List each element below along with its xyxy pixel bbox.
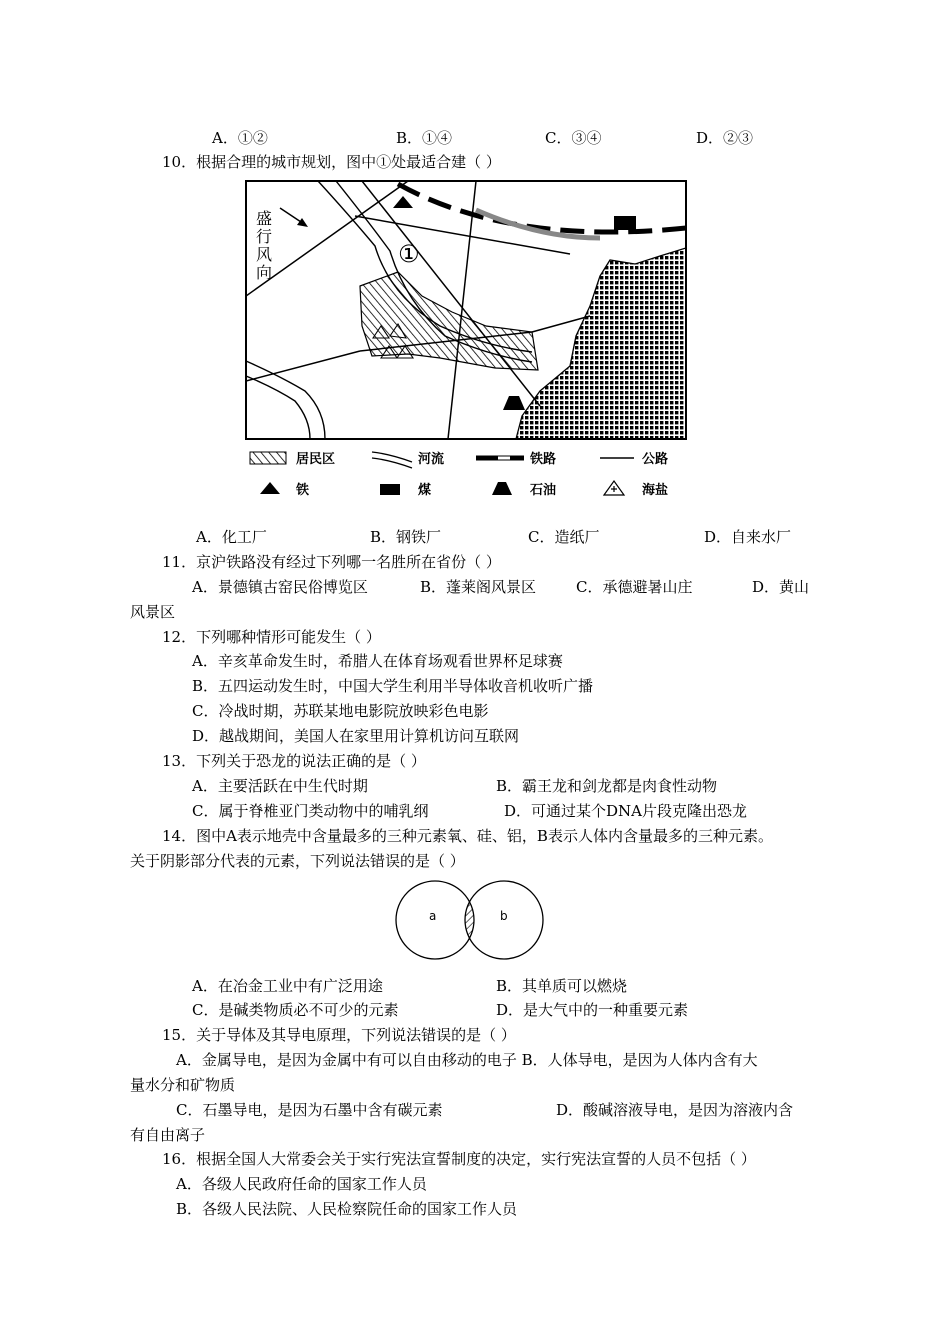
railway xyxy=(398,184,686,232)
q9-option-a: A．①② xyxy=(212,129,268,147)
q11-option-a: A．景德镇古窑民俗博览区 xyxy=(192,578,368,596)
residential-area xyxy=(360,272,538,370)
venn-label-a: a xyxy=(429,909,437,923)
legend-salt: 海盐 xyxy=(642,483,669,498)
q15-line2: 量水分和矿物质 xyxy=(130,1076,236,1094)
q10-option-c: C．造纸厂 xyxy=(528,528,600,546)
legend-iron: 铁 xyxy=(296,483,310,498)
q10-option-b: B．钢铁厂 xyxy=(370,528,442,546)
q14-option-b: B．其单质可以燃烧 xyxy=(496,977,628,995)
coal-icon xyxy=(614,216,636,230)
q11-stem: 11．京沪铁路没有经过下列哪一名胜所在省份（ ） xyxy=(162,553,501,571)
q11-option-d: D．黄山 xyxy=(752,578,810,596)
legend-residential-icon xyxy=(250,452,286,464)
q10-stem: 10．根据合理的城市规划，图中①处最适合建（ ） xyxy=(162,153,501,171)
legend-iron-icon xyxy=(260,482,280,494)
legend-river-icon xyxy=(372,452,412,468)
oil-icon xyxy=(503,396,525,410)
q9-option-c: C．③④ xyxy=(545,129,602,147)
q12-stem: 12．下列哪种情形可能发生（ ） xyxy=(162,628,381,646)
q15-stem: 15．关于导体及其导电原理，下列说法错误的是（ ） xyxy=(162,1026,516,1044)
q11-option-d-cont: 风景区 xyxy=(130,603,176,621)
legend-residential: 居民区 xyxy=(296,452,336,467)
q10-option-d: D．自来水厂 xyxy=(704,528,792,546)
q14-option-d: D．是大气中的一种重要元素 xyxy=(496,1001,689,1019)
q16-option-b: B．各级人民法院、人民检察院任命的国家工作人员 xyxy=(176,1200,518,1218)
wind-label-4: 向 xyxy=(256,263,273,282)
location-marker: ① xyxy=(398,240,420,268)
q9-option-b: B．①④ xyxy=(396,129,453,147)
q14-option-a: A．在冶金工业中有广泛用途 xyxy=(192,977,383,995)
q12-option-d: D．越战期间，美国人在家里用计算机访问互联网 xyxy=(192,727,520,745)
wind-label-2: 行 xyxy=(256,227,273,246)
wind-label-1: 盛 xyxy=(256,209,273,228)
q10-map xyxy=(240,176,700,506)
q14-venn-diagram xyxy=(392,876,582,966)
wind-label-3: 风 xyxy=(256,245,273,264)
venn-label-b: b xyxy=(500,909,508,923)
legend-oil-icon xyxy=(492,482,512,495)
q15-line1: A．金属导电，是因为金属中有可以自由移动的电子 B．人体导电，是因为人体内含有大 xyxy=(176,1051,758,1069)
legend-oil: 石油 xyxy=(530,483,557,498)
legend-road: 公路 xyxy=(642,452,669,467)
q15-line4: 有自由离子 xyxy=(130,1126,206,1144)
legend-river: 河流 xyxy=(418,452,445,467)
q16-option-a: A．各级人民政府任命的国家工作人员 xyxy=(176,1175,427,1193)
q13-option-a: A．主要活跃在中生代时期 xyxy=(192,777,368,795)
q14-option-c: C．是碱类物质必不可少的元素 xyxy=(192,1001,399,1019)
q9-option-d: D．②③ xyxy=(696,129,754,147)
q14-stem-line2: 关于阴影部分代表的元素，下列说法错误的是（ ） xyxy=(130,852,465,870)
q13-option-c: C．属于脊椎亚门类动物中的哺乳纲 xyxy=(192,802,429,820)
q11-option-c: C．承德避暑山庄 xyxy=(576,578,693,596)
q15-line3a: C．石墨导电，是因为石墨中含有碳元素 xyxy=(176,1101,443,1119)
legend-coal: 煤 xyxy=(418,483,432,498)
q13-option-b: B．霸王龙和剑龙都是肉食性动物 xyxy=(496,777,718,795)
q13-stem: 13．下列关于恐龙的说法正确的是（ ） xyxy=(162,752,426,770)
q12-option-a: A．辛亥革命发生时，希腊人在体育场观看世界杯足球赛 xyxy=(192,652,563,670)
q10-option-a: A．化工厂 xyxy=(196,528,267,546)
legend-salt-icon xyxy=(604,481,624,495)
q15-line3b: D．酸碱溶液导电，是因为溶液内含 xyxy=(556,1101,794,1119)
ocean-area xyxy=(516,248,686,439)
q14-stem-line1: 14．图中A表示地壳中含量最多的三种元素氧、硅、铝，B表示人体内含量最多的三种元素。 xyxy=(162,827,773,845)
q16-stem: 16．根据全国人大常委会关于实行宪法宣誓制度的决定，实行宪法宣誓的人员不包括（ ） xyxy=(162,1150,756,1168)
q13-option-d: D．可通过某个DNA片段克隆出恐龙 xyxy=(504,802,748,820)
q11-option-b: B．蓬莱阁风景区 xyxy=(420,578,537,596)
legend-railway: 铁路 xyxy=(530,452,557,467)
iron-icon xyxy=(393,196,413,208)
legend-coal-icon xyxy=(380,484,400,495)
q12-option-b: B．五四运动发生时，中国大学生利用半导体收音机收听广播 xyxy=(192,677,594,695)
q12-option-c: C．冷战时期，苏联某地电影院放映彩色电影 xyxy=(192,702,489,720)
